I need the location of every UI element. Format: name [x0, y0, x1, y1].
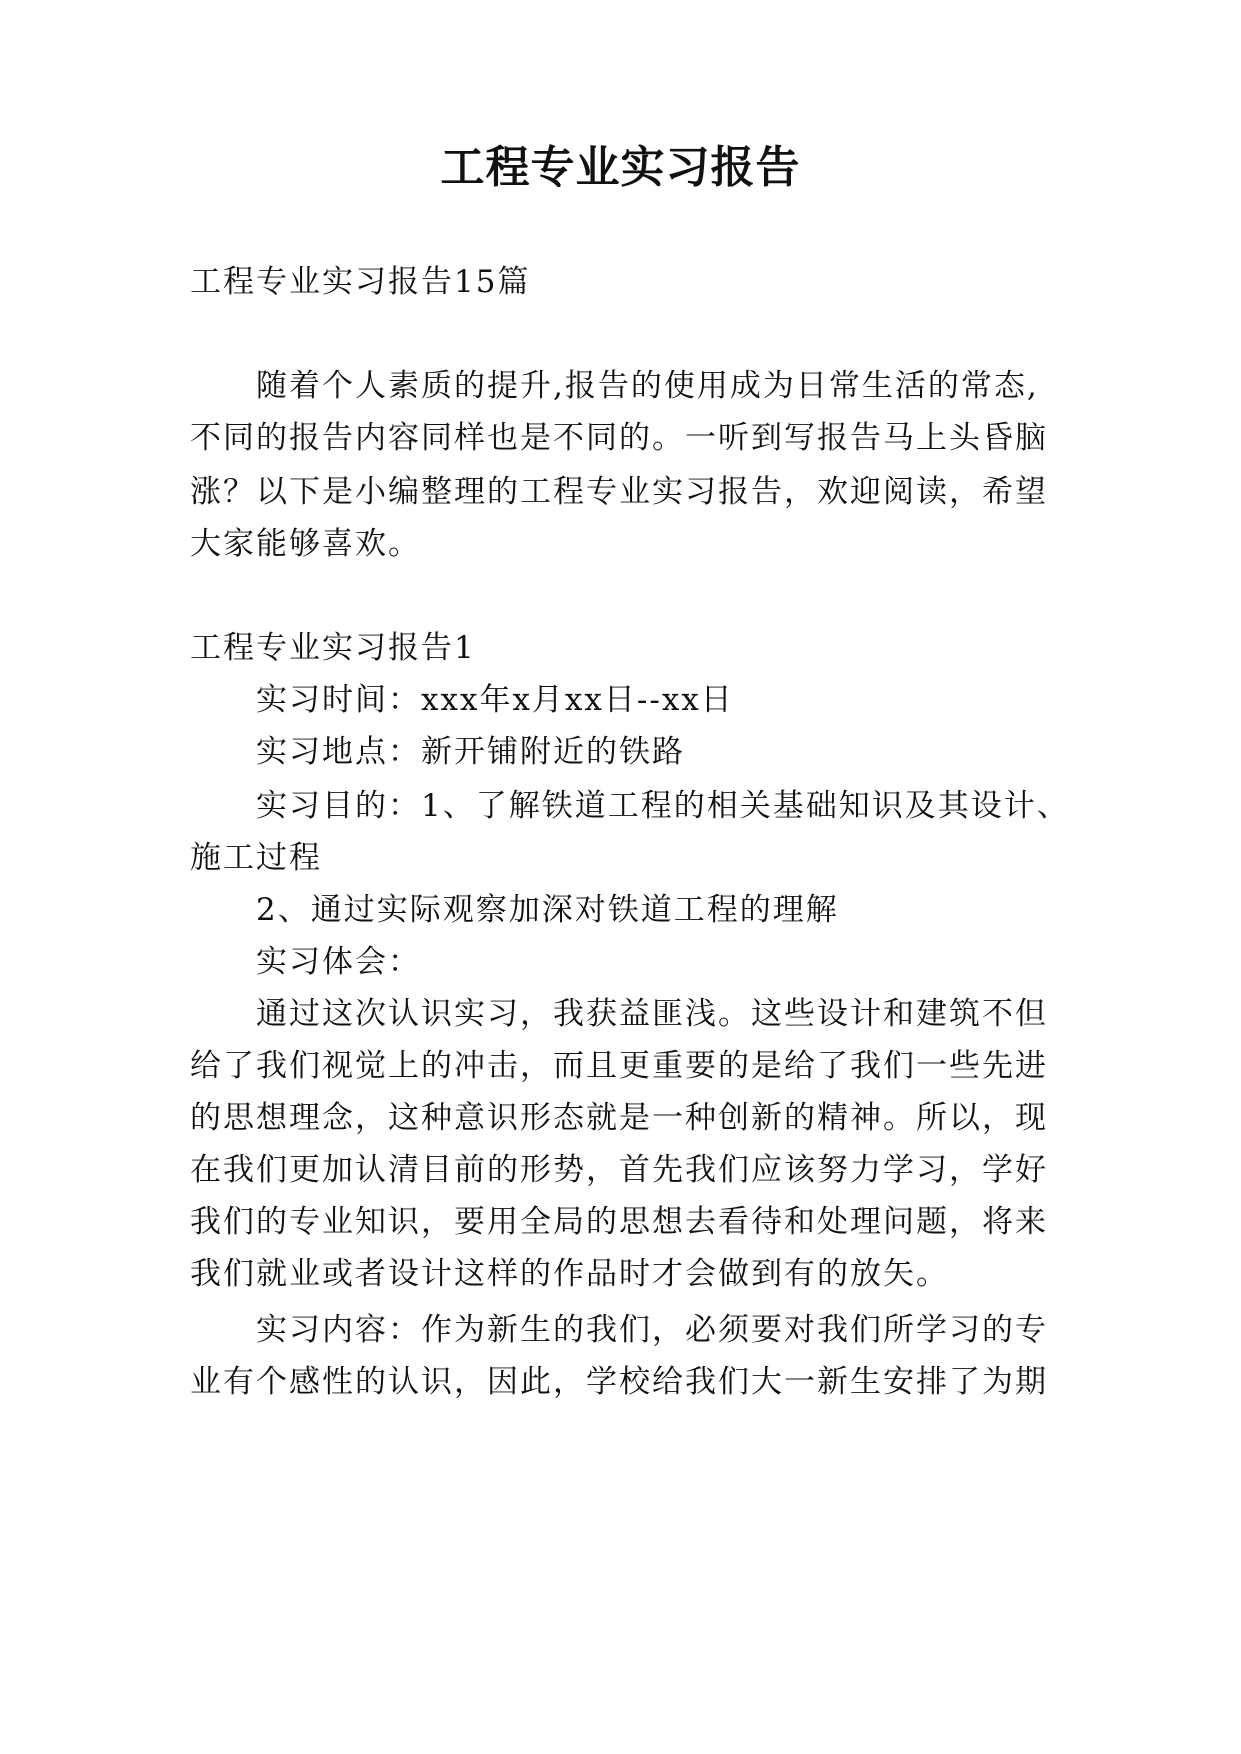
- purpose-line-1: 实习目的：1、了解铁道工程的相关基础知识及其设计、: [256, 788, 1070, 824]
- intro-line-3: 涨？以下是小编整理的工程专业实习报告，欢迎阅读，希望: [190, 474, 1048, 510]
- intro-line-2: 不同的报告内容同样也是不同的。一听到写报告马上头昏脑: [190, 420, 1048, 456]
- experience-line-2: 给了我们视觉上的冲击，而且更重要的是给了我们一些先进: [190, 1048, 1048, 1084]
- experience-line-4: 在我们更加认清目前的形势，首先我们应该努力学习，学好: [190, 1152, 1048, 1188]
- time-line: 实习时间：xxx年x月xx日--xx日: [256, 682, 734, 718]
- content-line-1: 实习内容：作为新生的我们，必须要对我们所学习的专: [256, 1312, 1048, 1348]
- section-heading: 工程专业实习报告1: [190, 630, 476, 666]
- experience-line-6: 我们就业或者设计这样的作品时才会做到有的放矢。: [190, 1256, 949, 1292]
- document-subtitle: 工程专业实习报告15篇: [190, 264, 531, 300]
- experience-line-1: 通过这次认识实习，我获益匪浅。这些设计和建筑不但: [256, 996, 1048, 1032]
- document-title: 工程专业实习报告: [440, 142, 801, 193]
- experience-heading: 实习体会：: [256, 944, 421, 980]
- experience-line-3: 的思想理念，这种意识形态就是一种创新的精神。所以，现: [190, 1100, 1048, 1136]
- experience-line-5: 我们的专业知识，要用全局的思想去看待和处理问题，将来: [190, 1204, 1048, 1240]
- place-line: 实习地点：新开铺附近的铁路: [256, 734, 685, 770]
- content-line-2: 业有个感性的认识，因此，学校给我们大一新生安排了为期: [190, 1364, 1048, 1400]
- intro-line-4: 大家能够喜欢。: [190, 526, 421, 562]
- purpose-item-2: 2、通过实际观察加深对铁道工程的理解: [256, 892, 839, 928]
- intro-line-1: 随着个人素质的提升,报告的使用成为日常生活的常态,: [256, 368, 1039, 404]
- purpose-line-2: 施工过程: [190, 840, 322, 876]
